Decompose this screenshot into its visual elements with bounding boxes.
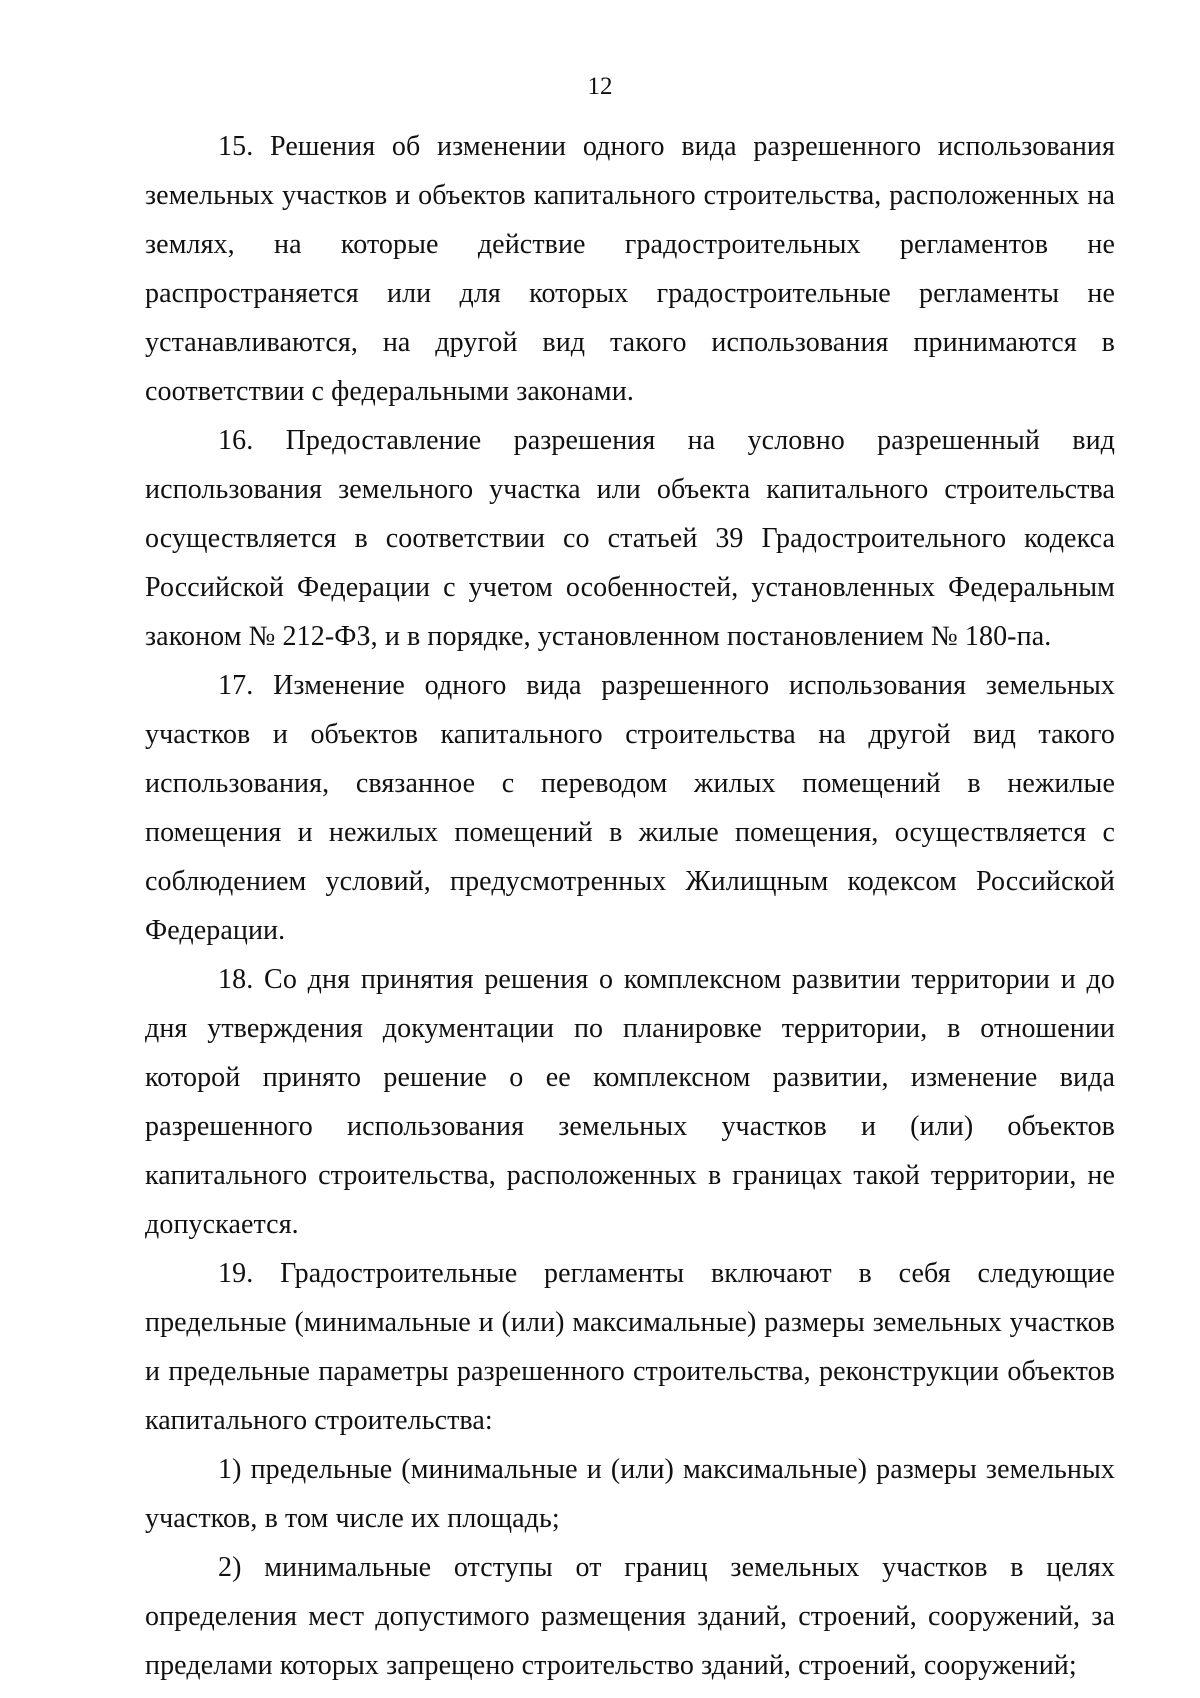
page-number: 12 [587, 73, 613, 100]
paragraph-16: 16. Предоставление разрешения на условно разрешенный вид использования земельного участка или объекта капитального строительства осуществляется в соответствии со статьей 39 Градостроительного кодекса Российской Федерации с учетом особенностей, установленных Федеральным законом № 212-ФЗ, и в порядке, установленном постановлением № 180-па. [145, 425, 1115, 652]
paragraph-15: 15. Решения об изменении одного вида разрешенного использования земельных участков и объектов капитального строительства, расположенных на землях, на которые действие градостроительных регламентов не распространяется или для которых градостроительные регламенты не устанавливаются, на другой вид такого использования принимаются в соответствии с федеральными законами. [145, 131, 1115, 407]
paragraph-17: 17. Изменение одного вида разрешенного использования земельных участков и объектов капитального строительства на другой вид такого использования, связанное с переводом жилых помещений в нежилые помещения и нежилых помещений в жилые помещения, осуществляется с соблюдением условий, предусмотренных Жилищным кодексом Российской Федерации. [145, 670, 1115, 946]
paragraph-18: 18. Со дня принятия решения о комплексном развитии территории и до дня утверждения документации по планировке территории, в отношении которой принято решение о ее комплексном развитии, изменение вида разрешенного использования земельных участков и (или) объектов капитального строительства, расположенных в границах такой территории, не допускается. [145, 964, 1115, 1240]
list-item-1: 1) предельные (минимальные и (или) максимальные) размеры земельных участков, в том числе их площадь; [145, 1454, 1115, 1534]
list-item-2: 2) минимальные отступы от границ земельных участков в целях определения мест допустимого размещения зданий, строений, сооружений, за пределами которых запрещено строительство зданий, строений, сооружений; [145, 1552, 1115, 1681]
paragraph-19: 19. Градостроительные регламенты включают в себя следующие предельные (минимальные и (или) максимальные) размеры земельных участков и предельные параметры разрешенного строительства, реконструкции объектов капитального строительства: [145, 1258, 1115, 1436]
document-body [145, 122, 1115, 1690]
